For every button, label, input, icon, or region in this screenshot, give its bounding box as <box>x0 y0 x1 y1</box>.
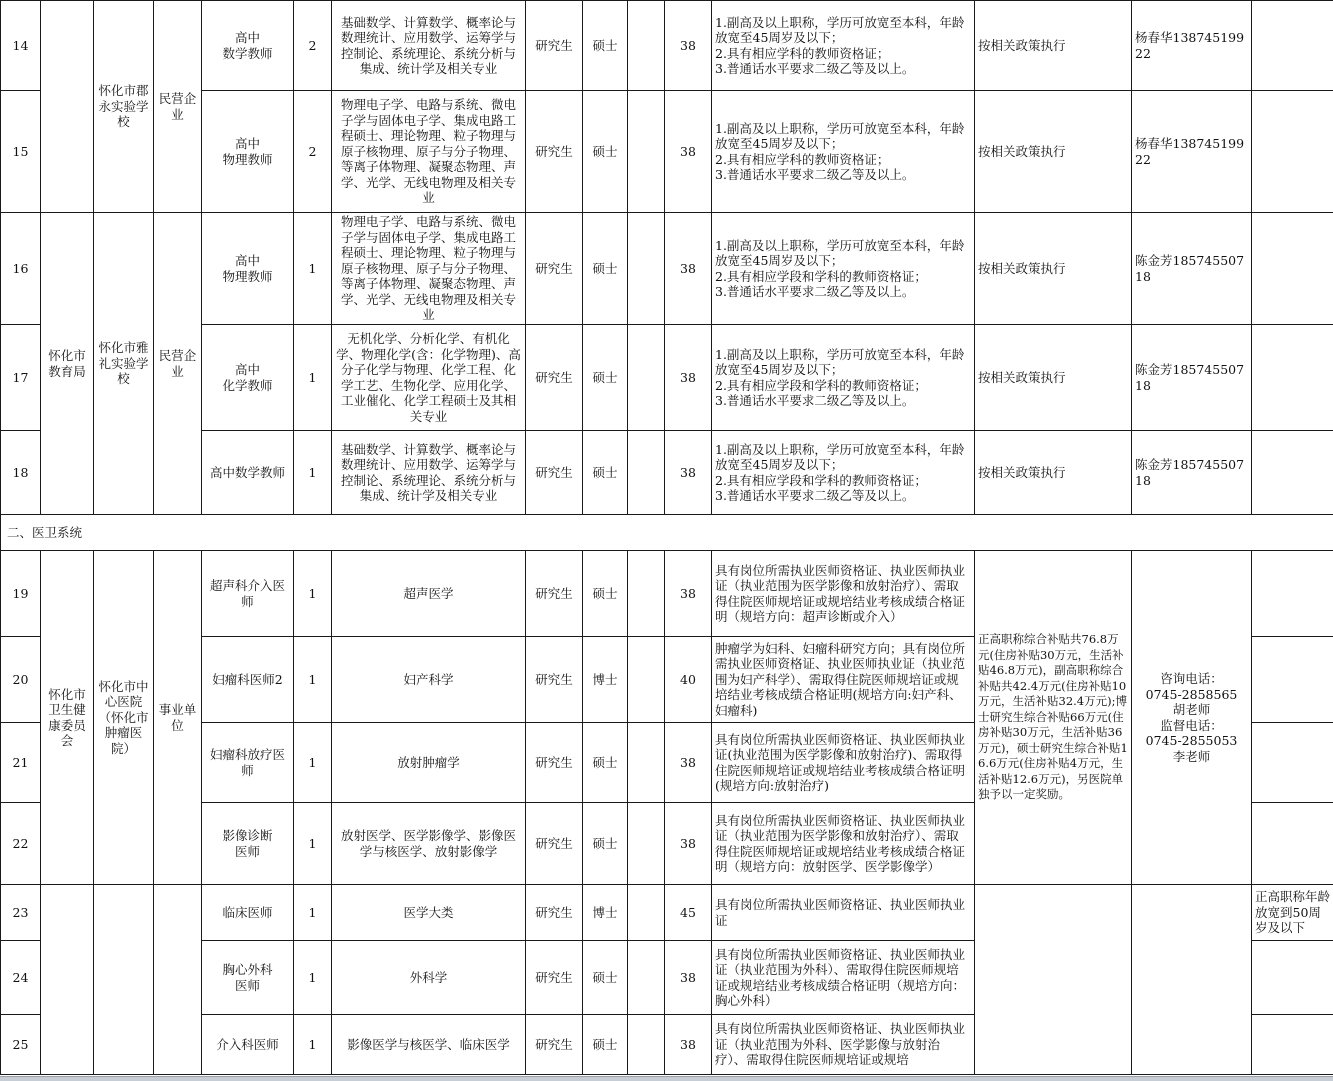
max-age: 38 <box>665 803 712 885</box>
row-number: 23 <box>1 885 41 941</box>
post-count: 1 <box>294 431 332 515</box>
post-count: 1 <box>294 885 332 941</box>
benefits: 按相关政策执行 <box>975 431 1132 515</box>
employer-type: 民营企业 <box>154 213 202 515</box>
remarks <box>1252 551 1333 637</box>
remarks <box>1252 941 1333 1015</box>
education-level: 研究生 <box>526 91 583 213</box>
employer-type <box>154 885 202 1075</box>
post-count: 1 <box>294 637 332 723</box>
spacer-cell <box>628 431 665 515</box>
row-number: 16 <box>1 213 41 325</box>
benefits: 按相关政策执行 <box>975 213 1132 325</box>
other-requirements: 具有岗位所需执业医师资格证、执业医师执业证 <box>712 885 975 941</box>
major-requirement: 超声医学 <box>332 551 526 637</box>
spacer-cell <box>628 325 665 431</box>
other-requirements: 1.副高及以上职称，学历可放宽至本科，年龄放宽至45周岁及以下； 2.具有相应学段和学科的教师资格证； 3.普通话水平要求二级乙等及以上。 <box>712 325 975 431</box>
post-name: 介入科医师 <box>202 1015 294 1075</box>
spacer-cell <box>628 1 665 91</box>
other-requirements: 1.副高及以上职称，学历可放宽至本科，年龄放宽至45周岁及以下； 2.具有相应学科的教师资格证； 3.普通话水平要求二级乙等及以上。 <box>712 91 975 213</box>
post-count: 1 <box>294 1015 332 1075</box>
major-requirement: 医学大类 <box>332 885 526 941</box>
max-age: 38 <box>665 723 712 803</box>
spacer-cell <box>628 941 665 1015</box>
post-count: 1 <box>294 723 332 803</box>
spacer-cell <box>628 551 665 637</box>
major-requirement: 外科学 <box>332 941 526 1015</box>
other-requirements: 1.副高及以上职称，学历可放宽至本科，年龄放宽至45周岁及以下； 2.具有相应学科的教师资格证； 3.普通话水平要求二级乙等及以上。 <box>712 1 975 91</box>
education-level: 研究生 <box>526 213 583 325</box>
education-level: 研究生 <box>526 1 583 91</box>
degree: 硕士 <box>583 91 628 213</box>
table-body <box>1 1 1333 1075</box>
remarks <box>1252 803 1333 885</box>
row-number: 17 <box>1 325 41 431</box>
other-requirements: 具有岗位所需执业医师资格证、执业医师执业证（执业范围为外科）、需取得住院医师规培证或规培结业考核成绩合格证明（规培方向：胸心外科） <box>712 941 975 1015</box>
degree: 博士 <box>583 885 628 941</box>
section-header-row <box>1 515 1333 551</box>
employer-name: 怀化市中心医院（怀化市肿瘤医院） <box>94 551 154 885</box>
other-requirements: 1.副高及以上职称，学历可放宽至本科，年龄放宽至45周岁及以下； 2.具有相应学段和学科的教师资格证； 3.普通话水平要求二级乙等及以上。 <box>712 431 975 515</box>
degree: 硕士 <box>583 1015 628 1075</box>
benefits: 正高职称综合补贴共76.8万元(住房补贴30万元，生活补贴46.8万元)，副高职称综合补贴共42.4万元(住房补贴10万元，生活补贴32.4万元);博士研究生综合补贴66万元(住房补贴30万元，生活补贴36万元)，硕士研究生综合补贴16.6万元(住房补贴4万元，生活补贴12.6万元)，另医院单独予以一定奖励。 <box>975 551 1132 885</box>
remarks: 正高职称年龄放宽到50周岁及以下 <box>1252 885 1333 941</box>
section-title: 二、医卫系统 <box>1 515 1333 551</box>
degree: 硕士 <box>583 803 628 885</box>
benefits: 按相关政策执行 <box>975 1 1132 91</box>
remarks <box>1252 91 1333 213</box>
major-requirement: 物理电子学、电路与系统、微电子学与固体电子学、集成电路工程硕士、理论物理、粒子物理与原子核物理、原子与分子物理、等离子体物理、凝聚态物理、声学、光学、无线电物理及相关专业 <box>332 213 526 325</box>
max-age: 38 <box>665 325 712 431</box>
education-level: 研究生 <box>526 551 583 637</box>
major-requirement: 放射肿瘤学 <box>332 723 526 803</box>
max-age: 38 <box>665 431 712 515</box>
major-requirement: 物理电子学、电路与系统、微电子学与固体电子学、集成电路工程硕士、理论物理、粒子物理与原子核物理、原子与分子物理、等离子体物理、凝聚态物理、声学、光学、无线电物理及相关专业 <box>332 91 526 213</box>
benefits <box>975 885 1132 1075</box>
max-age: 38 <box>665 551 712 637</box>
major-requirement: 无机化学、分析化学、有机化学、物理化学(含：化学物理)、高分子化学与物理、化学工程、化学工艺、生物化学、应用化学、工业催化、化学工程硕士及其相关专业 <box>332 325 526 431</box>
education-level: 研究生 <box>526 803 583 885</box>
row-number: 14 <box>1 1 41 91</box>
education-level: 研究生 <box>526 723 583 803</box>
row-number: 21 <box>1 723 41 803</box>
department-cell <box>41 885 94 1075</box>
post-count: 1 <box>294 325 332 431</box>
contact: 陈金芳18574550718 <box>1132 431 1252 515</box>
degree: 硕士 <box>583 1 628 91</box>
post-name: 妇瘤科医师2 <box>202 637 294 723</box>
contact: 咨询电话： 0745-2858565 胡老师 监督电话： 0745-2855053 李老师 <box>1132 551 1252 885</box>
employer-name: 怀化市郡永实验学校 <box>94 1 154 213</box>
contact: 杨春华13874519922 <box>1132 1 1252 91</box>
major-requirement: 妇产科学 <box>332 637 526 723</box>
max-age: 40 <box>665 637 712 723</box>
spacer-cell <box>628 91 665 213</box>
row-number: 19 <box>1 551 41 637</box>
post-count: 1 <box>294 213 332 325</box>
contact: 陈金芳18574550718 <box>1132 325 1252 431</box>
degree: 博士 <box>583 637 628 723</box>
education-level: 研究生 <box>526 885 583 941</box>
row-number: 24 <box>1 941 41 1015</box>
education-level: 研究生 <box>526 941 583 1015</box>
table-row <box>1 213 1333 325</box>
spacer-cell <box>628 723 665 803</box>
other-requirements: 肿瘤学为妇科、妇瘤科研究方向；具有岗位所需执业医师资格证、执业医师执业证（执业范围为妇产科学）、需取得住院医师规培证或规培结业考核成绩合格证明(规培方向:妇产科、妇瘤科) <box>712 637 975 723</box>
post-count: 2 <box>294 1 332 91</box>
max-age: 38 <box>665 1 712 91</box>
post-name: 超声科介入医师 <box>202 551 294 637</box>
department-cell: 怀化市教育局 <box>41 213 94 515</box>
other-requirements: 具有岗位所需执业医师资格证、执业医师执业证（执业范围为外科、医学影像与放射治疗）、需取得住院医师规培证或规培 <box>712 1015 975 1075</box>
post-name: 高中 物理教师 <box>202 91 294 213</box>
contact: 陈金芳18574550718 <box>1132 213 1252 325</box>
row-number: 15 <box>1 91 41 213</box>
table-row <box>1 551 1333 637</box>
degree: 硕士 <box>583 431 628 515</box>
max-age: 38 <box>665 1015 712 1075</box>
row-number: 18 <box>1 431 41 515</box>
degree: 硕士 <box>583 941 628 1015</box>
degree: 硕士 <box>583 213 628 325</box>
row-number: 25 <box>1 1015 41 1075</box>
post-name: 高中 物理教师 <box>202 213 294 325</box>
spacer-cell <box>628 637 665 723</box>
education-level: 研究生 <box>526 325 583 431</box>
other-requirements: 1.副高及以上职称，学历可放宽至本科，年龄放宽至45周岁及以下； 2.具有相应学段和学科的教师资格证； 3.普通话水平要求二级乙等及以上。 <box>712 213 975 325</box>
remarks <box>1252 325 1333 431</box>
post-name: 高中数学教师 <box>202 431 294 515</box>
major-requirement: 基础数学、计算数学、概率论与数理统计、应用数学、运筹学与控制论、系统理论、系统分析与集成、统计学及相关专业 <box>332 1 526 91</box>
spacer-cell <box>628 1015 665 1075</box>
spacer-cell <box>628 885 665 941</box>
education-level: 研究生 <box>526 431 583 515</box>
department-cell <box>41 1 94 213</box>
education-level: 研究生 <box>526 637 583 723</box>
remarks <box>1252 637 1333 723</box>
contact: 杨春华13874519922 <box>1132 91 1252 213</box>
remarks <box>1252 723 1333 803</box>
major-requirement: 影像医学与核医学、临床医学 <box>332 1015 526 1075</box>
major-requirement: 基础数学、计算数学、概率论与数理统计、应用数学、运筹学与控制论、系统理论、系统分析与集成、统计学及相关专业 <box>332 431 526 515</box>
degree: 硕士 <box>583 551 628 637</box>
major-requirement: 放射医学、医学影像学、影像医学与核医学、放射影像学 <box>332 803 526 885</box>
post-count: 1 <box>294 803 332 885</box>
row-number: 20 <box>1 637 41 723</box>
remarks <box>1252 431 1333 515</box>
row-number: 22 <box>1 803 41 885</box>
other-requirements: 具有岗位所需执业医师资格证、执业医师执业证（执业范围为医学影像和放射治疗）、需取得住院医师规培证或规培结业考核成绩合格证明（规培方向：放射医学、医学影像学） <box>712 803 975 885</box>
department-cell: 怀化市卫生健康委员会 <box>41 551 94 885</box>
benefits: 按相关政策执行 <box>975 91 1132 213</box>
max-age: 45 <box>665 885 712 941</box>
window-bottom-edge <box>0 1076 1333 1081</box>
post-name: 影像诊断 医师 <box>202 803 294 885</box>
post-name: 胸心外科 医师 <box>202 941 294 1015</box>
post-count: 1 <box>294 551 332 637</box>
remarks <box>1252 1 1333 91</box>
employer-type: 事业单位 <box>154 551 202 885</box>
post-count: 1 <box>294 941 332 1015</box>
degree: 硕士 <box>583 723 628 803</box>
table-row <box>1 1 1333 91</box>
benefits: 按相关政策执行 <box>975 325 1132 431</box>
post-count: 2 <box>294 91 332 213</box>
contact <box>1132 885 1252 1075</box>
remarks <box>1252 1015 1333 1075</box>
max-age: 38 <box>665 941 712 1015</box>
remarks <box>1252 213 1333 325</box>
employer-name: 怀化市雅礼实验学校 <box>94 213 154 515</box>
other-requirements: 具有岗位所需执业医师资格证、执业医师执业证(执业范围为医学影像和放射治疗)、需取得住院医师规培证或规培结业考核成绩合格证明(规培方向:放射治疗) <box>712 723 975 803</box>
post-name: 临床医师 <box>202 885 294 941</box>
education-level: 研究生 <box>526 1015 583 1075</box>
employer-name <box>94 885 154 1075</box>
max-age: 38 <box>665 213 712 325</box>
employer-type: 民营企业 <box>154 1 202 213</box>
post-name: 高中 数学教师 <box>202 1 294 91</box>
table-row <box>1 885 1333 941</box>
post-name: 高中 化学教师 <box>202 325 294 431</box>
degree: 硕士 <box>583 325 628 431</box>
spacer-cell <box>628 213 665 325</box>
post-name: 妇瘤科放疗医师 <box>202 723 294 803</box>
max-age: 38 <box>665 91 712 213</box>
spacer-cell <box>628 803 665 885</box>
other-requirements: 具有岗位所需执业医师资格证、执业医师执业证（执业范围为医学影像和放射治疗）、需取得住院医师规培证或规培结业考核成绩合格证明（规培方向：超声诊断或介入） <box>712 551 975 637</box>
